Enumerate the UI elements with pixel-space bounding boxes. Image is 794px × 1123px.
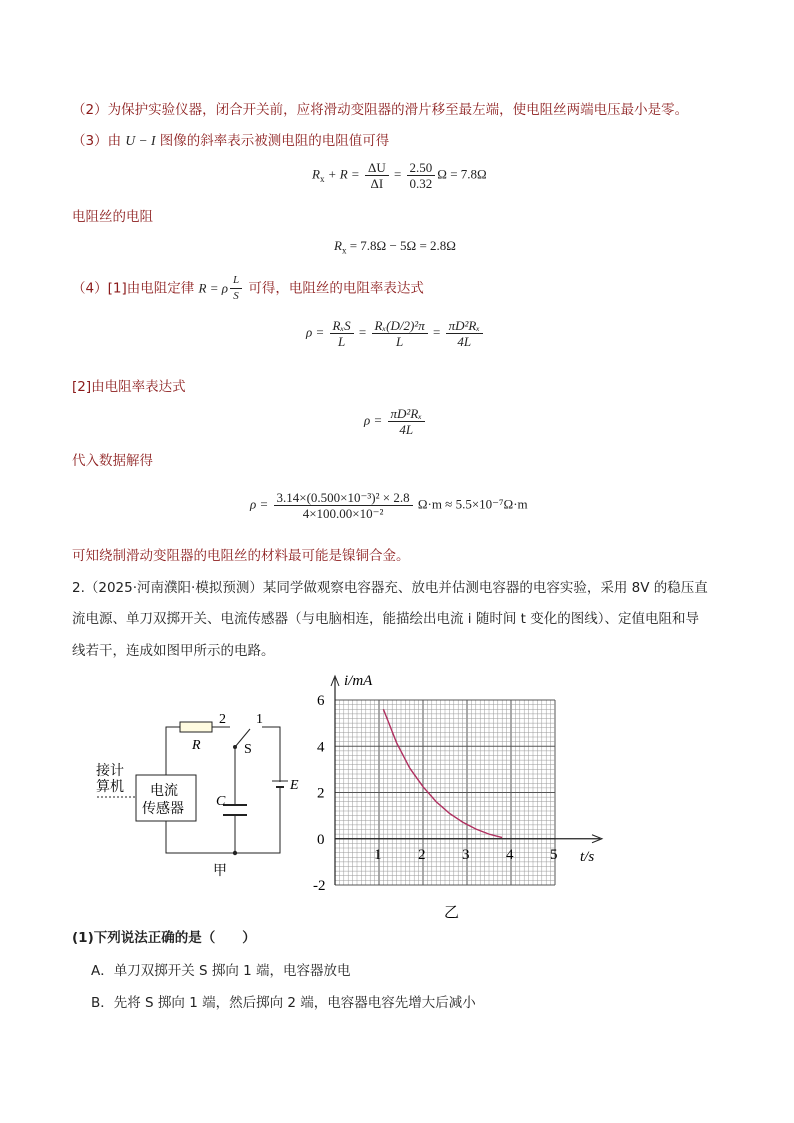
- subquestion-1: (1)下列说法正确的是（ ）: [72, 930, 256, 946]
- question-line-2: 流电源、单刀双掷开关、电流传感器（与电脑相连，能描绘出电流 i 随时间 t 变化的图线）、定值电阻和导: [72, 611, 699, 627]
- x-tick-label: 5: [550, 846, 558, 863]
- x-tick-label: 2: [418, 846, 426, 863]
- formula-rx: $R_x = 7.8\Omega - 5\Omega = 2.8\Omega$: [334, 238, 456, 256]
- frac-values: $\frac{2.50}{0.32}$: [407, 160, 436, 191]
- label-pc-1: 接计: [96, 764, 124, 779]
- resistance-label: 电阻丝的电阻: [72, 209, 153, 225]
- circuit-diagram: [92, 705, 312, 885]
- label-r: R: [192, 738, 201, 753]
- ui-variable: U − I: [125, 133, 156, 148]
- x-tick-label: 1: [374, 846, 382, 863]
- sensor-label-2: 传感器: [142, 802, 184, 817]
- terminal-1: 1: [256, 712, 263, 727]
- y-tick-label: -2: [313, 878, 326, 894]
- resistor-r: [180, 722, 212, 732]
- solution-part5: [2]由电阻率表达式: [72, 379, 186, 395]
- option-a: A．单刀双掷开关 S 掷向 1 端，电容器放电: [91, 963, 351, 979]
- current-time-chart: [308, 665, 608, 925]
- formula-slope: $R_x + R$ = $\frac{\Delta U}{\Delta I}$ = $\frac{2.50}{0.32}$ Ω = 7.8Ω: [312, 160, 487, 191]
- solution-part2: （2）为保护实验仪器，闭合开关前，应将滑动变阻器的滑片移至最左端，使电阻丝两端电压最小是零。: [72, 102, 689, 118]
- y-tick-label: 4: [317, 739, 325, 756]
- solution-part3: [72, 132, 389, 150]
- label-e: E: [290, 778, 299, 793]
- x-axis-label: t/s: [580, 849, 595, 865]
- solution-conclusion: 可知绕制滑动变阻器的电阻丝的材料最可能是镍铜合金。: [72, 548, 410, 564]
- label-c: C: [216, 794, 226, 809]
- chart-grid: [335, 700, 555, 885]
- question-line-1: 2.（2025·河南濮阳·模拟预测）某同学做观察电容器充、放电并估测电容器的电容实验，采用 8V 的稳压直: [72, 580, 708, 596]
- terminal-2: 2: [219, 712, 226, 727]
- frac-l-s: $\frac{L}{S}$: [230, 273, 242, 304]
- label-s: S: [244, 742, 252, 757]
- solution-part6: 代入数据解得: [72, 453, 153, 469]
- y-tick-label: 2: [317, 785, 325, 802]
- option-b: B．先将 S 掷向 1 端，然后掷向 2 端，电容器电容先增大后减小: [91, 995, 476, 1011]
- y-tick-label: 6: [317, 693, 325, 709]
- part3-prefix: （3）由: [72, 133, 122, 149]
- formula-resistivity-2: ρ = $\frac{\text{πD²Rₓ}}{4L}$: [364, 406, 427, 437]
- caption-jia: 甲: [213, 864, 227, 879]
- formula-resistivity: ρ = $\frac{\text{RₓS}}{L}$ = $\frac{\text{Rₓ(D/2)²π}}{L}$ = $\frac{\text{πD²Rₓ}}{4L}$: [306, 318, 485, 349]
- x-tick-label: 3: [462, 846, 470, 863]
- y-tick-label: 0: [317, 831, 325, 848]
- y-axis-label: i/mA: [344, 673, 373, 689]
- sensor-label-1: 电流: [150, 784, 178, 799]
- caption-yi: 乙: [444, 905, 460, 921]
- question-line-3: 线若干，连成如图甲所示的电路。: [72, 643, 275, 659]
- formula-substitution: ρ = $\frac{\text{3.14×(0.500×10⁻³)² × 2.8}}{\text{4×100.00×10⁻²}}$ Ω·m ≈ 5.5×10⁻⁷Ω·m: [250, 490, 528, 521]
- part3-suffix: 图像的斜率表示被测电阻的电阻值可得: [159, 133, 390, 149]
- frac-du-di: $\frac{\Delta U}{\Delta I}$: [365, 160, 389, 191]
- x-tick-label: 4: [506, 846, 514, 863]
- solution-part4: （4）[1]由电阻定律 R = ρ $\frac{L}{S}$ 可得，电阻丝的电阻率表达式: [72, 274, 424, 302]
- label-pc-2: 算机: [96, 780, 124, 795]
